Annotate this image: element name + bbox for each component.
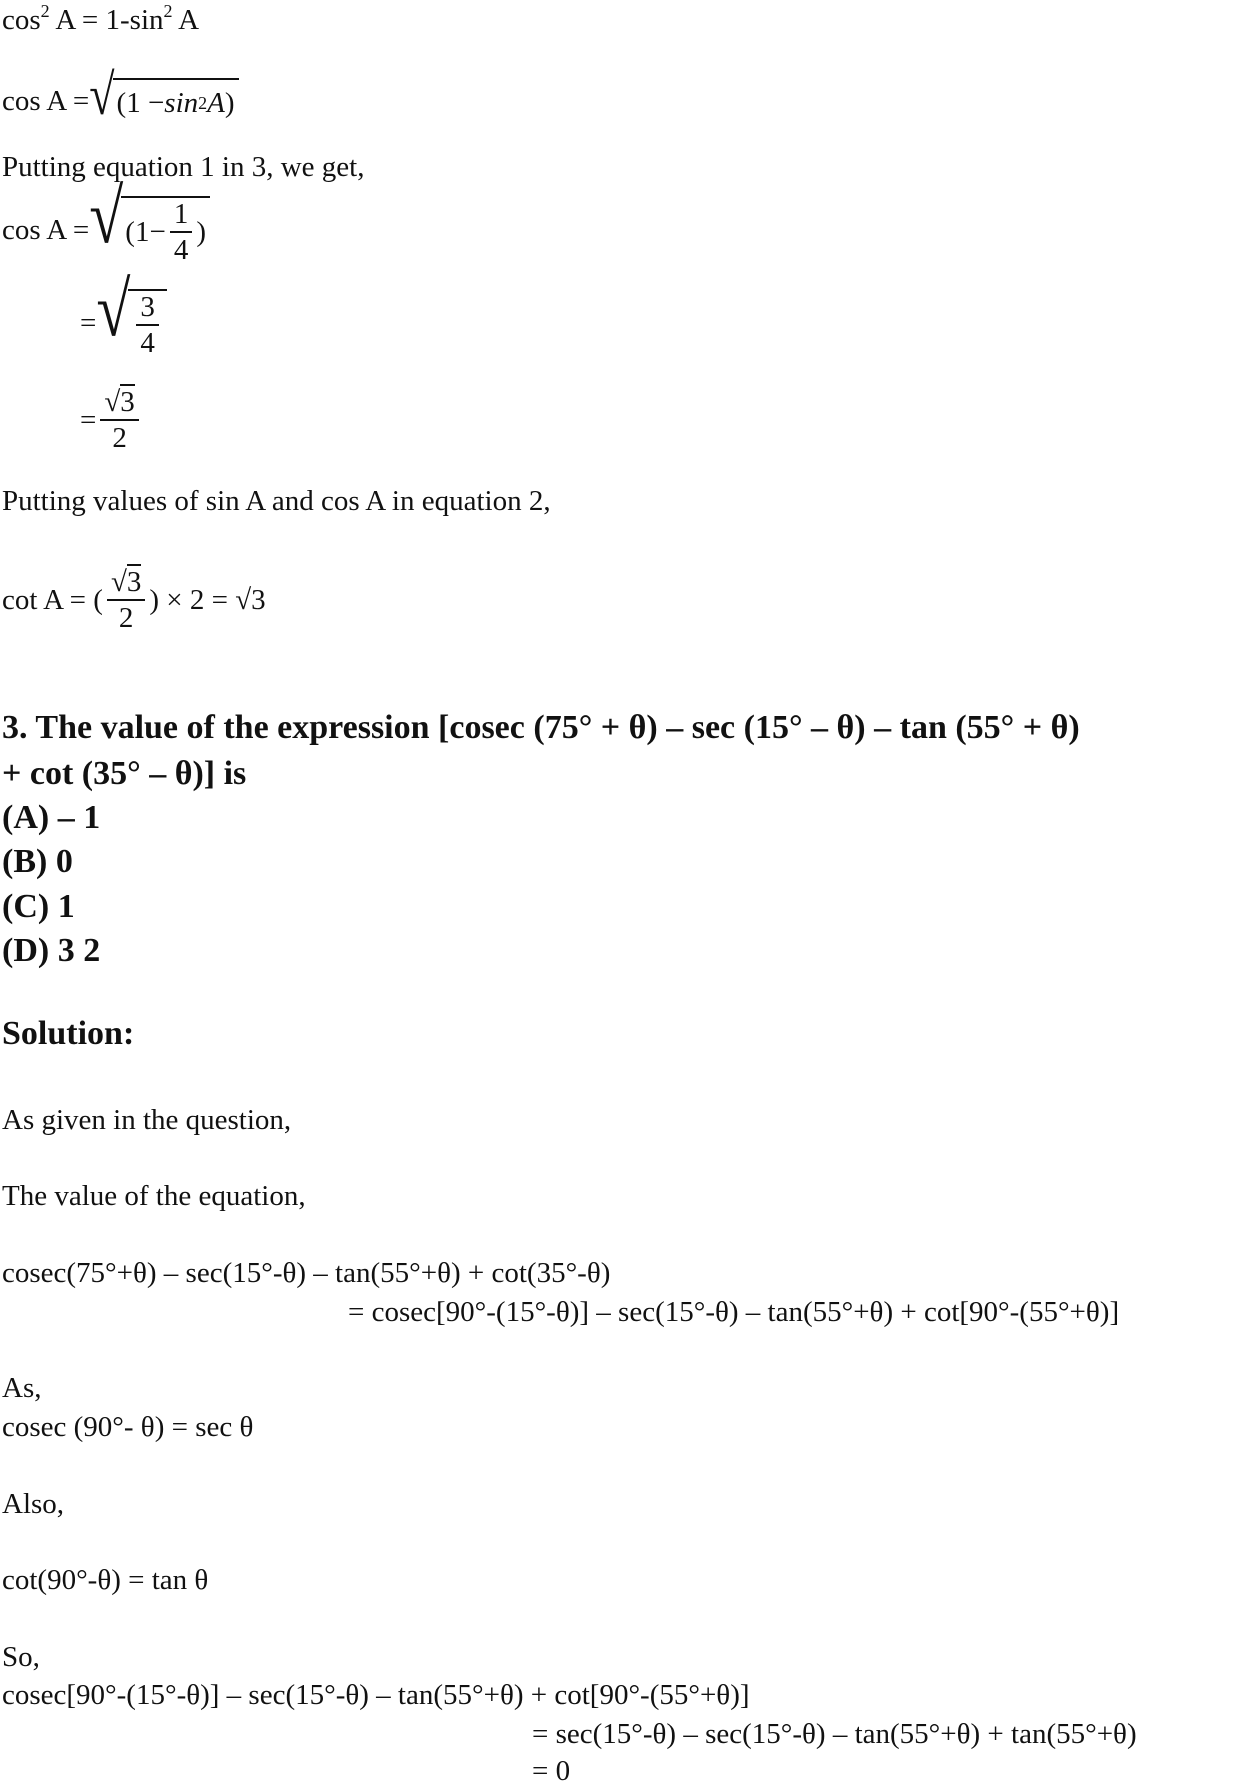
solution-line: So, [2,1641,40,1673]
option-c: (C) 1 [2,888,75,925]
solution-line: cosec (90°- θ) = sec θ [2,1411,254,1443]
fraction: $\frac{3}{4}$ [136,293,159,358]
question-line-1: 3. The value of the expression [cosec (75° + θ) – sec (15° – θ) – tan (55° + θ) [2,709,1080,746]
question-line-2: + cot (35° – θ)] is [2,755,247,792]
putting-eq-text: Putting equation 1 in 3, we get, [2,151,365,183]
cos-substitution-line: cos A = √ (1− $\frac{1}{4}$ ) [2,196,210,265]
putting-values-text: Putting values of sin A and cos A in equation 2, [2,485,551,517]
solution-line: As given in the question, [2,1104,292,1136]
square-root: √ (1− $\frac{1}{4}$ ) [89,196,210,265]
root-three-over-four: = √ $\frac{3}{4}$ [80,289,167,358]
solution-heading: Solution: [2,1015,135,1052]
solution-line: = cosec[90°-(15°-θ)] – sec(15°-θ) – tan(55°+θ) + cot[90°-(55°+θ)] [348,1296,1120,1328]
root-three-over-two: = $\frac{√3}{2}$ [80,388,143,453]
cot-result-line: cot A = ( $\frac{√3}{2}$ ) × 2 = √3 [2,566,266,634]
square-root: √ ( 1 − sin 2 A ) [89,78,238,124]
solution-line: = 0 [532,1755,571,1787]
solution-line: cosec[90°-(15°-θ)] – sec(15°-θ) – tan(55°+θ) + cot[90°-(55°+θ)] [2,1679,750,1711]
solution-line: As, [2,1372,42,1404]
cos-root-line: cos A = √ ( 1 − sin 2 A ) [2,78,239,124]
solution-line: Also, [2,1488,65,1520]
solution-line: cosec(75°+θ) – sec(15°-θ) – tan(55°+θ) + cot(35°-θ) [2,1257,611,1289]
option-a: (A) – 1 [2,799,101,836]
solution-line: cot(90°-θ) = tan θ [2,1564,209,1596]
solution-line: The value of the equation, [2,1180,306,1212]
fraction: $\frac{√3}{2}$ [107,568,145,633]
solution-line: = sec(15°-θ) – sec(15°-θ) – tan(55°+θ) + tan(55°+θ) [532,1718,1137,1750]
fraction: $\frac{1}{4}$ [170,200,193,265]
option-b: (B) 0 [2,843,73,880]
square-root: √ $\frac{3}{4}$ [96,289,167,358]
fraction: $\frac{√3}{2}$ [100,388,138,453]
option-d: (D) 3 2 [2,932,101,969]
identity-line: $\cos^2 A = 1-\sin^2$ A [2,1,200,36]
